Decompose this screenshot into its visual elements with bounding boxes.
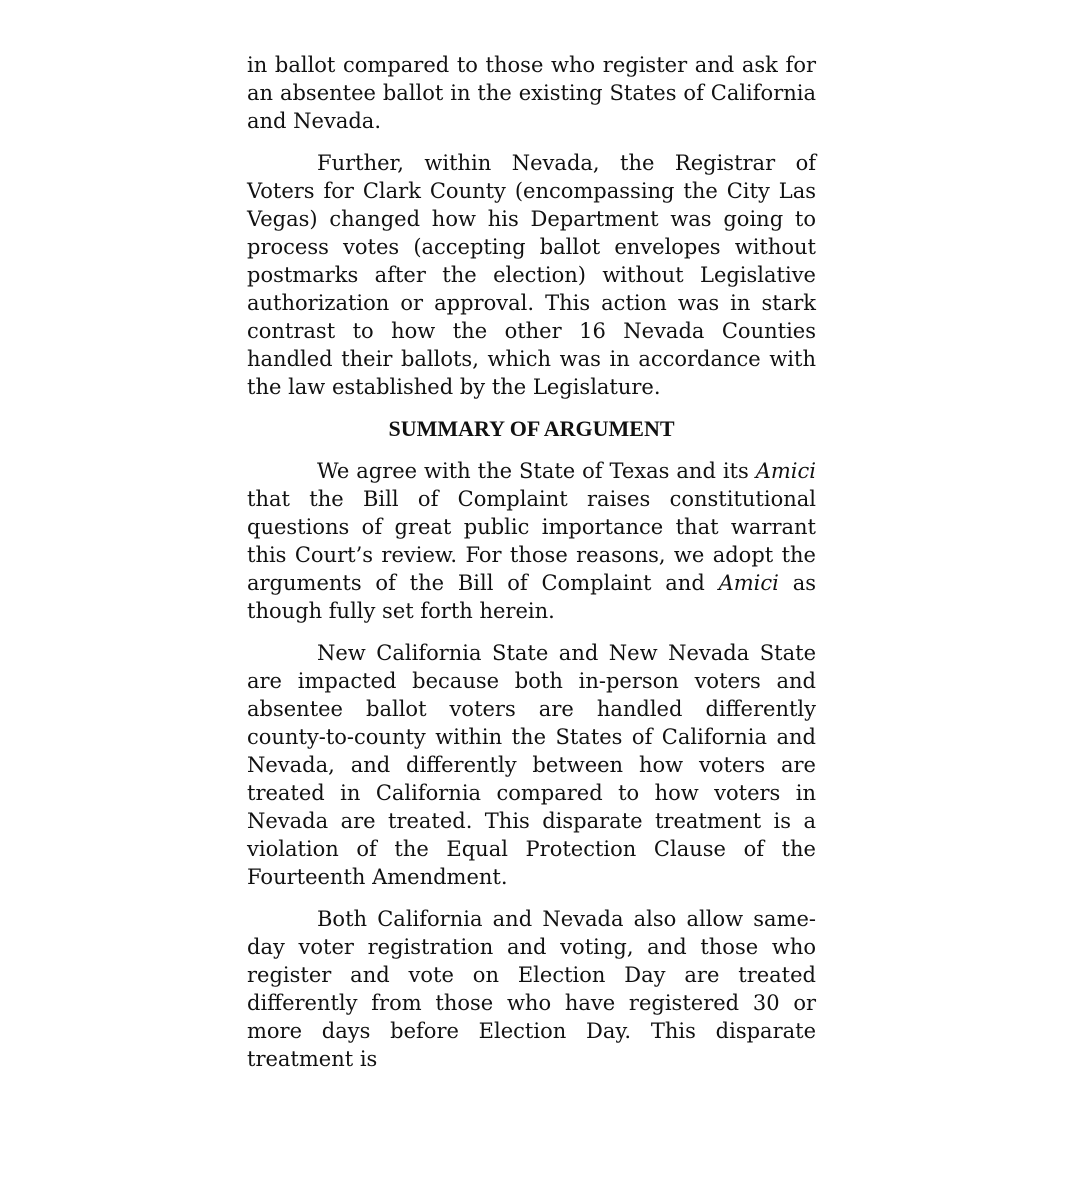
document-page — [247, 51, 816, 1073]
paragraph-same-day-registration: Both California and Nevada also allow same-day voter registration and voting, and those who register and vote on Election Day are treated differently from those who have registered 30 or more days before Election Day. This disparate treatment is — [247, 907, 816, 1071]
section-heading: SUMMARY OF ARGUMENT — [388, 416, 675, 441]
paragraph-agree-texas-text-1: We agree with the State of Texas and its — [317, 459, 756, 483]
paragraph-agree-texas-text-3: as though fully set forth herein. — [247, 571, 816, 623]
amici-italic-2: Amici — [718, 571, 779, 595]
paragraph-agree-texas — [247, 457, 816, 625]
paragraph-continuation: in ballot compared to those who register and ask for an absentee ballot in the existing States of California and Nevada. — [247, 53, 816, 133]
paragraph-agree-texas-text-2: that the Bill of Complaint raises constitutional questions of great public importance that warrant this Court’s review. For those reasons, we adopt the arguments of the Bill of Complaint and — [247, 487, 816, 595]
paragraph-impacted: New California State and New Nevada State are impacted because both in-person voters and absentee ballot voters are handled differently county-to-county within the States of California and Nevada, and differently between how voters are treated in California compared to how voters in Nevada are treated. This disparate treatment is a violation of the Equal Protection Clause of the Fourteenth Amendment. — [247, 641, 816, 889]
amici-italic-1: Amici — [755, 459, 816, 483]
paragraph-clark-county: Further, within Nevada, the Registrar of Voters for Clark County (encompassing the City Las Vegas) changed how his Department was going to process votes (accepting ballot envelopes without postmarks after the election) without Legislative authorization or approval. This action was in stark contrast to how the other 16 Nevada Counties handled their ballots, which was in accordance with the law established by the Legislature. — [247, 151, 816, 399]
